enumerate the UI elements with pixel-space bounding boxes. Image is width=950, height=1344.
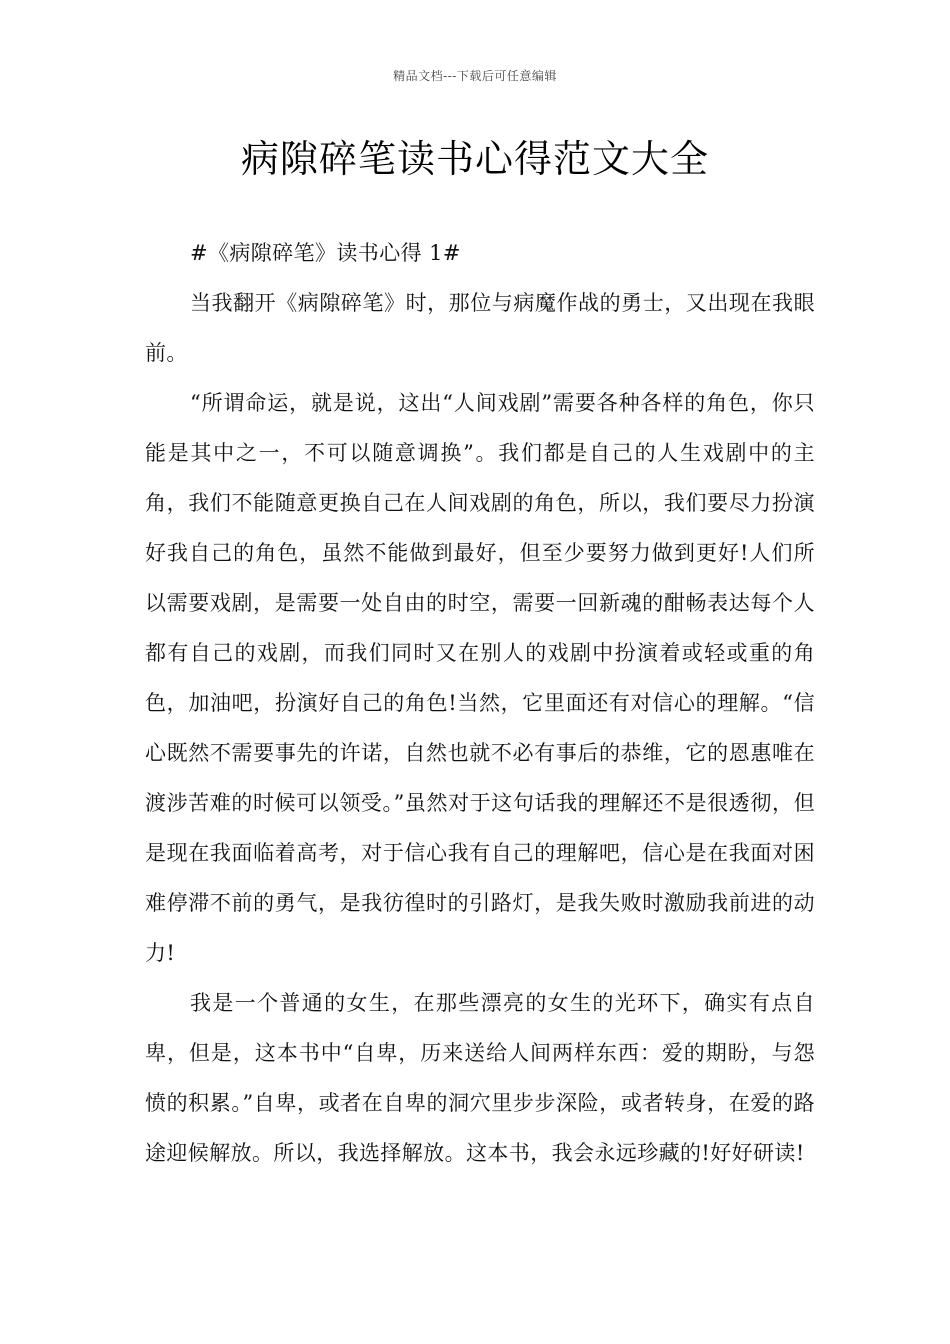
header-note: 精品文档---下载后可任意编辑: [393, 69, 557, 83]
section-heading: #《病隙碎笔》读书心得 1#: [190, 241, 461, 265]
paragraph: “所谓命运，就是说，这出“人间戏剧”需要各种各样的角色，你只能是其中之一，不可以随意调换”。我们都是自己的人生戏剧中的主角，我们不能随意更换自己在人间戏剧的角色，所以，我们要尽力扮演好我自己的角色，虽然不能做到最好，但至少要努力做到更好!人们所以需要戏剧，是需要一处自由的时空，需要一回新魂的酣畅表达每个人都有自己的戏剧，而我们同时又在别人的戏剧中扮演着或轻或重的角色，加油吧，扮演好自己的角色!当然，它里面还有对信心的理解。“信心既然不需要事先的许诺，自然也就不必有事后的恭维，它的恩惠唯在渡涉苦难的时候可以领受。”虽然对于这句话我的理解还不是很透彻，但是现在我面临着高考，对于信心我有自己的理解吧，信心是在我面对困难停滞不前的勇气，是我彷徨时的引路灯，是我失败时激励我前进的动力!: [145, 391, 815, 965]
paragraph: 我是一个普通的女生，在那些漂亮的女生的光环下，确实有点自卑，但是，这本书中“自卑，历来送给人间两样东西：爱的期盼，与怨愤的积累。”自卑，或者在自卑的洞穴里步步深险，或者转身，在爱的路途迎候解放。所以，我选择解放。这本书，我会永远珍藏的!好好研读!: [145, 991, 815, 1165]
document-title: 病隙碎笔读书心得范文大全: [240, 137, 709, 181]
paragraph: 当我翻开《病隙碎笔》时，那位与病魔作战的勇士，又出现在我眼前。: [145, 291, 815, 365]
document-body: [145, 228, 815, 1178]
